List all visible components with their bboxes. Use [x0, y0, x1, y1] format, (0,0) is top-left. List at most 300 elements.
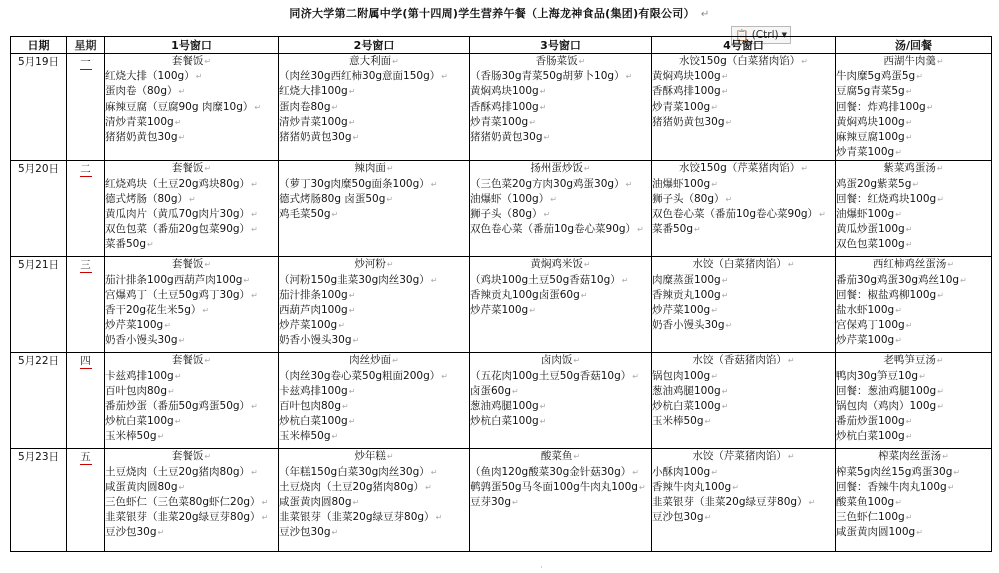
- weekday-text: 三: [80, 259, 91, 272]
- menu-item-text: 蛋肉卷（80g）: [105, 85, 178, 98]
- paragraph-mark-icon: ↵: [202, 306, 210, 316]
- paragraph-mark-icon: ↵: [392, 57, 399, 66]
- paragraph-mark-icon: ↵: [174, 117, 182, 127]
- dish-name: [105, 161, 278, 176]
- paragraph-mark-icon: ↵: [348, 87, 356, 97]
- menu-item: [652, 207, 835, 222]
- menu-item: [652, 303, 835, 318]
- paragraph-mark-icon: ↵: [251, 467, 258, 477]
- window-1-cell[interactable]: [105, 161, 279, 257]
- chevron-down-icon: ▼: [781, 31, 787, 39]
- paragraph-mark-icon: ↵: [435, 513, 443, 523]
- dish-name-text: 榨菜肉丝蛋汤: [878, 450, 942, 463]
- paragraph-mark-icon: ↵: [905, 87, 913, 97]
- menu-item-text: 猪猪奶黄包30g: [105, 131, 178, 144]
- paragraph-mark-icon: ↵: [960, 275, 967, 285]
- paragraph-mark-icon: ↵: [550, 194, 557, 204]
- dish-name: [279, 161, 469, 176]
- menu-item: [652, 69, 835, 84]
- menu-item-text: 葱油鸡腿100g: [470, 400, 539, 413]
- paragraph-mark-icon: ↵: [937, 402, 944, 412]
- menu-item-text: 双色卷心菜（番茄10g卷心菜90g）: [470, 223, 637, 236]
- window-3-cell[interactable]: [470, 449, 652, 552]
- window-4-cell[interactable]: [652, 353, 836, 449]
- paragraph-mark-icon: ↵: [916, 72, 923, 82]
- paragraph-mark-icon: ↵: [147, 240, 154, 250]
- menu-item-text: （五花肉100g土豆50g香菇10g）: [470, 369, 632, 382]
- dish-name: [652, 54, 835, 69]
- menu-item-text: 土豆烧肉（土豆20g猪肉80g）: [105, 465, 251, 478]
- menu-item: [105, 207, 278, 222]
- menu-item-text: 清炒青菜100g: [105, 115, 174, 128]
- table-row: [11, 54, 992, 161]
- paragraph-mark-icon: ↵: [251, 225, 258, 235]
- paste-options-label: (Ctrl): [751, 29, 779, 41]
- menu-item: [105, 177, 278, 192]
- weekday-text: 五: [80, 451, 91, 464]
- paragraph-mark-icon: ↵: [441, 371, 448, 381]
- menu-item: [105, 399, 278, 414]
- soup-cell[interactable]: [836, 257, 992, 353]
- paragraph-mark-icon: ↵: [174, 417, 182, 427]
- window-2-cell[interactable]: [279, 257, 470, 353]
- dish-name: [652, 161, 835, 176]
- menu-item-text: 炒芹菜100g: [652, 304, 711, 317]
- menu-item-text: 锅包肉（鸡肉）100g: [836, 400, 937, 413]
- paragraph-mark-icon: ↵: [195, 72, 203, 82]
- paragraph-mark-icon: ↵: [721, 402, 729, 412]
- menu-item: [279, 480, 469, 495]
- paragraph-mark-icon: ↵: [539, 402, 547, 412]
- window-4-cell[interactable]: [652, 257, 836, 353]
- paragraph-mark-icon: ↵: [386, 164, 394, 174]
- paragraph-mark-icon: ↵: [204, 356, 212, 366]
- paragraph-mark-icon: ↵: [348, 386, 356, 396]
- dish-name: [279, 449, 469, 464]
- menu-item-text: 炒杭白菜100g: [470, 415, 539, 428]
- paragraph-mark-icon: ↵: [261, 498, 269, 508]
- window-2-cell[interactable]: [279, 353, 470, 449]
- header-window-2: 2号窗口: [279, 37, 470, 54]
- paragraph-mark-icon: ↵: [174, 371, 182, 381]
- paragraph-mark-icon: ↵: [204, 452, 212, 462]
- menu-item: [470, 130, 651, 145]
- menu-item-text: 炒芹菜100g: [105, 319, 164, 332]
- menu-item-text: （三色菜20g方肉30g鸡蛋30g）: [470, 177, 625, 190]
- menu-item-text: 油爆虾100g: [836, 208, 895, 221]
- dish-name: [105, 257, 278, 272]
- paragraph-mark-icon: ↵: [621, 275, 629, 285]
- menu-item: [836, 414, 991, 429]
- menu-item: [470, 273, 651, 288]
- paragraph-mark-icon: ↵: [725, 321, 733, 331]
- paragraph-mark-icon: ↵: [905, 133, 913, 143]
- menu-item: [470, 115, 651, 130]
- menu-item-text: 黄瓜炒蛋100g: [836, 223, 905, 236]
- table-row: [11, 257, 992, 353]
- paragraph-mark-icon: ↵: [905, 321, 913, 331]
- menu-item-text: 茄汁排条100g: [279, 288, 348, 301]
- menu-item: [652, 84, 835, 99]
- menu-item-text: 肉糜蒸蛋100g: [652, 273, 721, 286]
- menu-item-text: 黄焖鸡块100g: [470, 85, 539, 98]
- menu-item: [836, 510, 991, 525]
- dish-name: [105, 353, 278, 368]
- menu-item-text: 番茄30g鸡蛋30g鸡丝10g: [836, 273, 960, 286]
- menu-item: [652, 495, 835, 510]
- menu-item-text: 香酥鸡排100g: [470, 100, 539, 113]
- paragraph-mark-icon: ↵: [342, 402, 349, 412]
- paragraph-mark-icon: ↵: [721, 72, 729, 82]
- dish-name-text: 水饺（白菜猪肉馅）: [692, 258, 787, 271]
- header-weekday: 星期: [67, 37, 105, 54]
- paragraph-mark-icon: ↵: [251, 402, 258, 412]
- menu-item-text: 猪猪奶黄包30g: [470, 131, 543, 144]
- menu-item: [279, 495, 469, 510]
- date-text: 5月20日: [17, 163, 60, 176]
- menu-item-text: 黄焖鸡块100g: [652, 70, 721, 83]
- window-2-cell[interactable]: [279, 161, 470, 257]
- menu-item-text: 炒杭白菜100g: [836, 430, 905, 443]
- menu-item: [652, 192, 835, 207]
- menu-item: [836, 525, 991, 540]
- header-window-3: 3号窗口: [470, 37, 652, 54]
- page-title: [0, 5, 999, 21]
- paragraph-mark-icon: ↵: [392, 356, 399, 366]
- menu-item: [105, 465, 278, 480]
- menu-item: [836, 288, 991, 303]
- menu-item: [105, 288, 278, 303]
- menu-item: [652, 399, 835, 414]
- menu-item: [470, 384, 651, 399]
- menu-item: [470, 84, 651, 99]
- menu-item-text: 咸蛋黄肉圆80g: [105, 480, 178, 493]
- menu-item-text: 卤蛋60g: [470, 384, 512, 397]
- menu-item-text: 卡兹鸡排100g: [105, 369, 174, 382]
- menu-item: [470, 480, 651, 495]
- window-3-cell[interactable]: [470, 257, 652, 353]
- paragraph-mark-icon: ↵: [895, 148, 902, 158]
- menu-item-text: 麻辣豆腐100g: [836, 131, 905, 144]
- menu-item: [279, 318, 469, 333]
- menu-item: [470, 369, 651, 384]
- dish-name: [105, 54, 278, 69]
- date-cell[interactable]: [11, 449, 67, 552]
- soup-cell[interactable]: [836, 353, 992, 449]
- menu-item-text: 炒芹菜100g: [470, 304, 529, 317]
- menu-item: [105, 414, 278, 429]
- weekday-cell[interactable]: [67, 353, 105, 449]
- menu-item-text: 双色卷心菜（番茄10g卷心菜90g）: [652, 208, 819, 221]
- menu-item-text: 玉米棒50g: [652, 415, 704, 428]
- menu-item: [836, 130, 991, 145]
- menu-item: [652, 288, 835, 303]
- menu-item: [105, 384, 278, 399]
- paragraph-mark-icon: ↵: [441, 72, 448, 82]
- paragraph-mark-icon: ↵: [573, 452, 581, 462]
- menu-item-text: 韭菜银芽（韭菜20g绿豆芽80g）: [279, 511, 435, 524]
- menu-item-text: 炒芹菜100g: [836, 334, 895, 347]
- weekday-cell[interactable]: [67, 449, 105, 552]
- window-2-cell[interactable]: [279, 449, 470, 552]
- paragraph-mark-icon: ↵: [539, 102, 547, 112]
- window-1-cell[interactable]: [105, 54, 279, 161]
- menu-item: [279, 115, 469, 130]
- paragraph-mark-icon: ↵: [512, 498, 519, 508]
- menu-item: [105, 369, 278, 384]
- menu-item: [279, 414, 469, 429]
- paragraph-mark-icon: ↵: [261, 513, 269, 523]
- paragraph-mark-icon: ↵: [157, 432, 165, 442]
- paragraph-mark-icon: ↵: [157, 528, 165, 538]
- menu-item: [105, 237, 278, 252]
- soup-cell[interactable]: [836, 54, 992, 161]
- menu-item: [279, 333, 469, 348]
- paragraph-mark-icon: ↵: [625, 72, 633, 82]
- menu-item-text: 清炒青菜100g: [279, 115, 348, 128]
- dish-name-text: 套餐饭: [171, 258, 204, 271]
- menu-item-text: 油爆虾（100g）: [470, 192, 550, 205]
- menu-item: [836, 145, 991, 160]
- dish-name-text: 西湖牛肉羹: [883, 55, 936, 67]
- paragraph-mark-icon: ↵: [204, 260, 212, 270]
- paragraph-mark-icon: ↵: [580, 290, 588, 300]
- window-2-cell[interactable]: [279, 54, 470, 161]
- paragraph-mark-icon: ↵: [573, 356, 581, 366]
- dish-name-text: 酸菜鱼: [540, 450, 573, 463]
- menu-item: [105, 303, 278, 318]
- dish-name: [652, 353, 835, 368]
- menu-item: [470, 495, 651, 510]
- window-1-cell[interactable]: [105, 449, 279, 552]
- paragraph-mark-icon: ↵: [386, 260, 394, 270]
- paragraph-mark-icon: ↵: [578, 57, 586, 66]
- paragraph-mark-icon: ↵: [936, 164, 944, 174]
- paragraph-mark-icon: ↵: [352, 336, 360, 346]
- window-4-cell[interactable]: [652, 161, 836, 257]
- menu-item-text: 三色虾仁（三色菜80g虾仁20g）: [105, 496, 261, 509]
- weekday-text: 一: [80, 56, 91, 68]
- paragraph-mark-icon: ↵: [254, 102, 262, 112]
- paragraph-mark-icon: ↵: [430, 467, 438, 477]
- paragraph-mark-icon: ↵: [936, 356, 944, 366]
- paragraph-mark-icon: ↵: [711, 179, 718, 189]
- weekday-cell[interactable]: [67, 257, 105, 353]
- paragraph-mark-icon: ↵: [700, 9, 710, 20]
- soup-cell[interactable]: [836, 449, 992, 552]
- window-3-cell[interactable]: [470, 54, 652, 161]
- window-4-cell[interactable]: [652, 54, 836, 161]
- paragraph-mark-icon: ↵: [338, 321, 345, 331]
- menu-item-text: （肉丝30g西红柿30g意面150g）: [279, 70, 441, 83]
- dish-name-text: 肉丝炒面: [349, 354, 392, 367]
- menu-item: [470, 288, 651, 303]
- paragraph-mark-icon: ↵: [430, 179, 438, 189]
- menu-item-text: 香酥鸡排100g: [652, 85, 721, 98]
- menu-item: [836, 207, 991, 222]
- menu-item: [279, 84, 469, 99]
- paragraph-mark-icon: ↵: [543, 210, 551, 220]
- menu-item-text: 玉米棒50g: [279, 430, 331, 443]
- menu-item: [836, 369, 991, 384]
- menu-item: [105, 510, 278, 525]
- paragraph-mark-icon: ↵: [711, 467, 718, 477]
- menu-item: [836, 273, 991, 288]
- menu-item-text: 西葫芦肉100g: [279, 304, 348, 317]
- menu-item-text: 鸭肉30g笋豆10g: [836, 369, 919, 382]
- paragraph-mark-icon: ↵: [721, 290, 729, 300]
- menu-item-text: 香辣贡丸100g: [652, 288, 721, 301]
- menu-item: [470, 207, 651, 222]
- paragraph-mark-icon: ↵: [937, 194, 944, 204]
- dish-name: [470, 449, 651, 464]
- paragraph-mark-icon: ↵: [164, 321, 171, 331]
- menu-item: [279, 399, 469, 414]
- dish-name-text: 炒年糕: [354, 450, 386, 463]
- menu-item: [105, 273, 278, 288]
- paragraph-mark-icon: ↵: [539, 87, 547, 97]
- paragraph-mark-icon: ↵: [168, 386, 175, 396]
- menu-item: [836, 192, 991, 207]
- window-4-cell[interactable]: [652, 449, 836, 552]
- dish-name-text: 套餐饭: [171, 162, 204, 175]
- menu-item-text: 豆腐5g青菜5g: [836, 85, 905, 98]
- date-cell[interactable]: [11, 54, 67, 161]
- menu-item: [279, 177, 469, 192]
- menu-item: [652, 480, 835, 495]
- paragraph-mark-icon: ↵: [905, 417, 913, 427]
- menu-item-text: 麻辣豆腐（豆腐90g 肉糜10g）: [105, 100, 254, 113]
- paragraph-mark-icon: ↵: [942, 452, 949, 462]
- menu-item-text: 酸菜鱼100g: [836, 496, 895, 509]
- menu-item: [836, 318, 991, 333]
- paragraph-mark-icon: ↵: [243, 275, 251, 285]
- menu-item-text: 香辣牛肉丸100g: [652, 480, 732, 493]
- paragraph-mark-icon: ↵: [386, 194, 394, 204]
- menu-item-text: 回餐：红烧鸡块100g: [836, 192, 937, 205]
- menu-item: [652, 222, 835, 237]
- menu-item-text: 红烧大排（100g）: [105, 70, 195, 83]
- dish-name: [470, 54, 651, 69]
- menu-item-text: 宫保鸡丁100g: [836, 319, 905, 332]
- menu-item: [279, 130, 469, 145]
- menu-item-text: 牛肉糜5g鸡蛋5g: [836, 70, 916, 83]
- paragraph-mark-icon: ↵: [348, 417, 356, 427]
- weekday-cell[interactable]: [67, 161, 105, 257]
- paragraph-mark-icon: ↵: [905, 225, 913, 235]
- page-end-mark: ·: [540, 563, 543, 573]
- paragraph-mark-icon: ↵: [895, 306, 902, 316]
- menu-item-text: 炒杭白菜100g: [652, 400, 721, 413]
- menu-item: [836, 429, 991, 444]
- menu-item: [836, 237, 991, 252]
- menu-item: [652, 273, 835, 288]
- paragraph-mark-icon: ↵: [711, 102, 718, 112]
- menu-item-text: 德式烤肠80g 卤蛋50g: [279, 192, 386, 205]
- paragraph-mark-icon: ↵: [638, 482, 646, 492]
- menu-item: [105, 130, 278, 145]
- window-3-cell[interactable]: [470, 353, 652, 449]
- paragraph-mark-icon: ↵: [721, 386, 729, 396]
- menu-item: [279, 384, 469, 399]
- paragraph-mark-icon: ↵: [711, 306, 718, 316]
- paragraph-mark-icon: ↵: [819, 210, 826, 220]
- menu-item: [279, 510, 469, 525]
- menu-item-text: 炒青菜100g: [836, 146, 895, 159]
- paragraph-mark-icon: ↵: [937, 386, 944, 396]
- menu-item: [279, 69, 469, 84]
- menu-item: [470, 303, 651, 318]
- menu-item-text: 狮子头（80g）: [470, 208, 543, 221]
- menu-item: [470, 192, 651, 207]
- menu-item: [279, 100, 469, 115]
- dish-name: [836, 161, 991, 176]
- menu-item-text: 鸡蛋20g紫菜5g: [836, 177, 912, 190]
- table-row: [11, 449, 992, 552]
- date-cell[interactable]: [11, 257, 67, 353]
- menu-item-text: 德式烤肠（80g）: [105, 192, 189, 205]
- menu-item-text: 榨菜5g肉丝15g鸡蛋30g: [836, 465, 953, 478]
- menu-item-text: 鹌鹑蛋50g马冬面100g牛肉丸100g: [470, 480, 638, 493]
- paragraph-mark-icon: ↵: [352, 133, 360, 143]
- dish-name-text: 卤肉饭: [540, 354, 573, 367]
- soup-cell[interactable]: [836, 161, 992, 257]
- table-row: [11, 353, 992, 449]
- menu-item-text: （河粉150g韭菜30g肉丝30g）: [279, 273, 430, 286]
- menu-item: [836, 465, 991, 480]
- header-row: [11, 37, 992, 54]
- weekday-text: 四: [80, 355, 91, 368]
- date-cell[interactable]: [11, 353, 67, 449]
- menu-item: [279, 273, 469, 288]
- menu-item-text: （萝丁30g肉糜50g面条100g）: [279, 177, 430, 190]
- dish-name: [470, 353, 651, 368]
- paragraph-mark-icon: ↵: [178, 336, 186, 346]
- menu-item-text: 黄焖鸡块100g: [836, 115, 905, 128]
- window-1-cell[interactable]: [105, 257, 279, 353]
- menu-item: [105, 84, 278, 99]
- window-3-cell[interactable]: [470, 161, 652, 257]
- menu-item-text: 回餐：炸鸡排100g: [836, 100, 926, 113]
- paragraph-mark-icon: ↵: [808, 498, 816, 508]
- menu-item-text: 香辣贡丸100g卤蛋60g: [470, 288, 580, 301]
- dish-name-text: 套餐饭: [171, 450, 204, 463]
- date-text: 5月22日: [17, 355, 60, 368]
- menu-item: [836, 222, 991, 237]
- menu-item: [470, 399, 651, 414]
- paragraph-mark-icon: ↵: [512, 386, 519, 396]
- dish-name-text: 水饺（芹菜猪肉馅）: [692, 450, 787, 463]
- paragraph-mark-icon: ↵: [947, 482, 955, 492]
- date-cell[interactable]: [11, 161, 67, 257]
- paragraph-mark-icon: ↵: [539, 417, 547, 427]
- dish-name: [279, 257, 469, 272]
- menu-item-text: 葱油鸡腿100g: [652, 384, 721, 397]
- window-1-cell[interactable]: [105, 353, 279, 449]
- paragraph-mark-icon: ↵: [352, 498, 360, 508]
- lunch-menu-table: [10, 36, 992, 552]
- menu-item-text: 咸蛋黄肉圆100g: [836, 526, 916, 539]
- weekday-cell[interactable]: [67, 54, 105, 161]
- menu-item-text: 双色包菜100g: [836, 238, 905, 251]
- menu-item-text: （肉丝30g卷心菜50g粗面200g）: [279, 369, 441, 382]
- dish-name-text: 扬州蛋炒饭: [530, 162, 583, 175]
- menu-item-text: 番茄炒蛋（番茄50g鸡蛋50g）: [105, 400, 251, 413]
- dish-name-text: 西红柿鸡丝蛋汤: [872, 258, 947, 271]
- menu-item-text: 韭菜银芽（韭菜20g绿豆芽80g）: [105, 511, 261, 524]
- paragraph-mark-icon: ↵: [543, 133, 551, 143]
- menu-item-text: 奶香小馒头30g: [652, 319, 725, 332]
